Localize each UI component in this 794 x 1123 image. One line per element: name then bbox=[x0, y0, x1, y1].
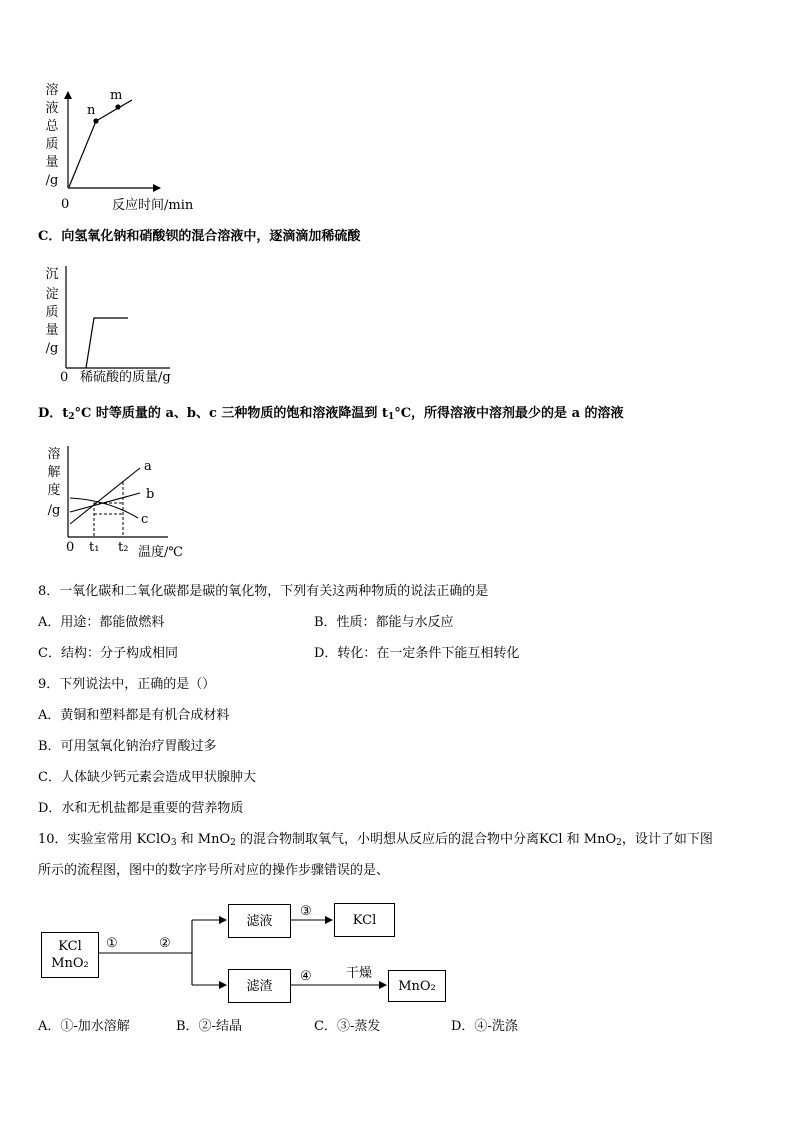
q10-stem-part: 和 MnO bbox=[176, 832, 231, 847]
mno2-box: MnO₂ bbox=[388, 970, 446, 1002]
tick-label-t1: t₁ bbox=[89, 540, 100, 555]
y-axis-label-char: 淀 bbox=[45, 287, 59, 302]
q10-stem-part: ，设计了如下图 bbox=[621, 832, 713, 847]
q9-option-a: A．黄铜和塑料都是有机合成材料 bbox=[38, 708, 230, 723]
y-axis-label-char: 总 bbox=[45, 119, 59, 134]
flow-start-mno2: MnO₂ bbox=[51, 956, 89, 971]
q9-option-c: C．人体缺少钙元素会造成甲状腺肿大 bbox=[38, 770, 256, 785]
subscript: 2 bbox=[230, 838, 236, 848]
q8-option-a: A．用途：都能做燃料 bbox=[38, 615, 165, 630]
y-axis-label-char: 溶 bbox=[47, 447, 61, 462]
option-d-text-part: °C，所得溶液中溶剂最少的是 a 的溶液 bbox=[394, 406, 624, 421]
x-axis-label: 稀硫酸的质量/g bbox=[80, 370, 171, 385]
option-d-text-part: D．t bbox=[38, 406, 69, 421]
y-axis-label-char: 溶 bbox=[45, 83, 59, 98]
option-c-text: C．向氢氧化钠和硝酸钡的混合溶液中，逐滴滴加稀硫酸 bbox=[38, 229, 361, 244]
point-label-n: n bbox=[87, 103, 96, 118]
q9-option-b: B．可用氢氧化钠治疗胃酸过多 bbox=[38, 739, 217, 754]
flow-start-kcl: KCl bbox=[58, 939, 82, 954]
q8-stem: 8．一氧化碳和二氧化碳都是碳的氧化物，下列有关这两种物质的说法正确的是 bbox=[38, 584, 489, 599]
q8-option-b: B．性质：都能与水反应 bbox=[314, 615, 454, 630]
subscript: 2 bbox=[616, 838, 622, 848]
filtrate-box: 滤液 bbox=[228, 904, 291, 938]
tick-label-t2: t₂ bbox=[118, 540, 129, 555]
q8-option-c: C．结构：分子构成相同 bbox=[38, 646, 178, 661]
curve-label-c: c bbox=[141, 512, 149, 527]
q10-stem-part: 的混合物制取氧气，小明想从反应后的混合物中分离KCl 和 MnO bbox=[235, 832, 617, 847]
origin-label: 0 bbox=[60, 370, 69, 385]
x-axis-label: 反应时间/min bbox=[112, 198, 194, 213]
q10-stem-line2: 所示的流程图，图中的数字序号所对应的操作步骤错误的是、 bbox=[38, 863, 390, 878]
y-axis-label-char: 质 bbox=[45, 305, 59, 320]
y-axis-label-char: 解 bbox=[47, 465, 61, 480]
q10-stem-part: 10．实验室常用 KClO bbox=[38, 832, 171, 847]
subscript: 2 bbox=[68, 412, 75, 422]
y-axis-label-char: /g bbox=[45, 341, 59, 356]
y-axis-label-char: 质 bbox=[45, 137, 59, 152]
step-2-label: ② bbox=[159, 936, 171, 951]
y-axis-label-char: 液 bbox=[45, 101, 59, 116]
x-axis-label: 温度/℃ bbox=[138, 545, 183, 560]
step-3-label: ③ bbox=[300, 904, 312, 919]
q8-option-d: D．转化：在一定条件下能互相转化 bbox=[314, 646, 520, 661]
q9-option-d: D．水和无机盐都是重要的营养物质 bbox=[38, 801, 244, 816]
y-axis-label-char: 量 bbox=[45, 323, 59, 338]
y-axis-label-char: 沉 bbox=[45, 267, 59, 282]
q10-option-b: B．②-结晶 bbox=[176, 1019, 242, 1034]
curve-label-a: a bbox=[144, 459, 152, 474]
subscript: 1 bbox=[387, 412, 395, 422]
flow-start-box bbox=[41, 932, 99, 978]
step-4-label: ④ bbox=[300, 969, 312, 984]
origin-label: 0 bbox=[61, 197, 70, 212]
q10-option-c: C．③-蒸发 bbox=[314, 1019, 381, 1034]
option-d-text-part: °C 时等质量的 a、b、c 三种物质的饱和溶液降温到 t bbox=[74, 406, 388, 421]
q10-option-a: A．①-加水溶解 bbox=[38, 1019, 130, 1034]
origin-label: 0 bbox=[66, 540, 75, 555]
q9-stem: 9．下列说法中，正确的是（） bbox=[38, 677, 216, 692]
option-d-text bbox=[38, 406, 624, 422]
kcl-box: KCl bbox=[334, 903, 395, 937]
y-axis-label-char: /g bbox=[47, 503, 61, 518]
q10-option-d: D．④-洗涤 bbox=[451, 1019, 518, 1034]
y-axis-label-char: 量 bbox=[45, 155, 59, 170]
subscript: 3 bbox=[170, 838, 177, 848]
point-label-m: m bbox=[110, 88, 123, 103]
curve-label-b: b bbox=[146, 487, 155, 502]
y-axis-label-char: /g bbox=[45, 173, 59, 188]
residue-box: 滤渣 bbox=[228, 969, 291, 1003]
dry-label: 干燥 bbox=[346, 966, 373, 981]
q10-stem-line1 bbox=[38, 832, 713, 848]
y-axis-label-char: 度 bbox=[47, 483, 61, 498]
step-1-label: ① bbox=[106, 936, 118, 951]
